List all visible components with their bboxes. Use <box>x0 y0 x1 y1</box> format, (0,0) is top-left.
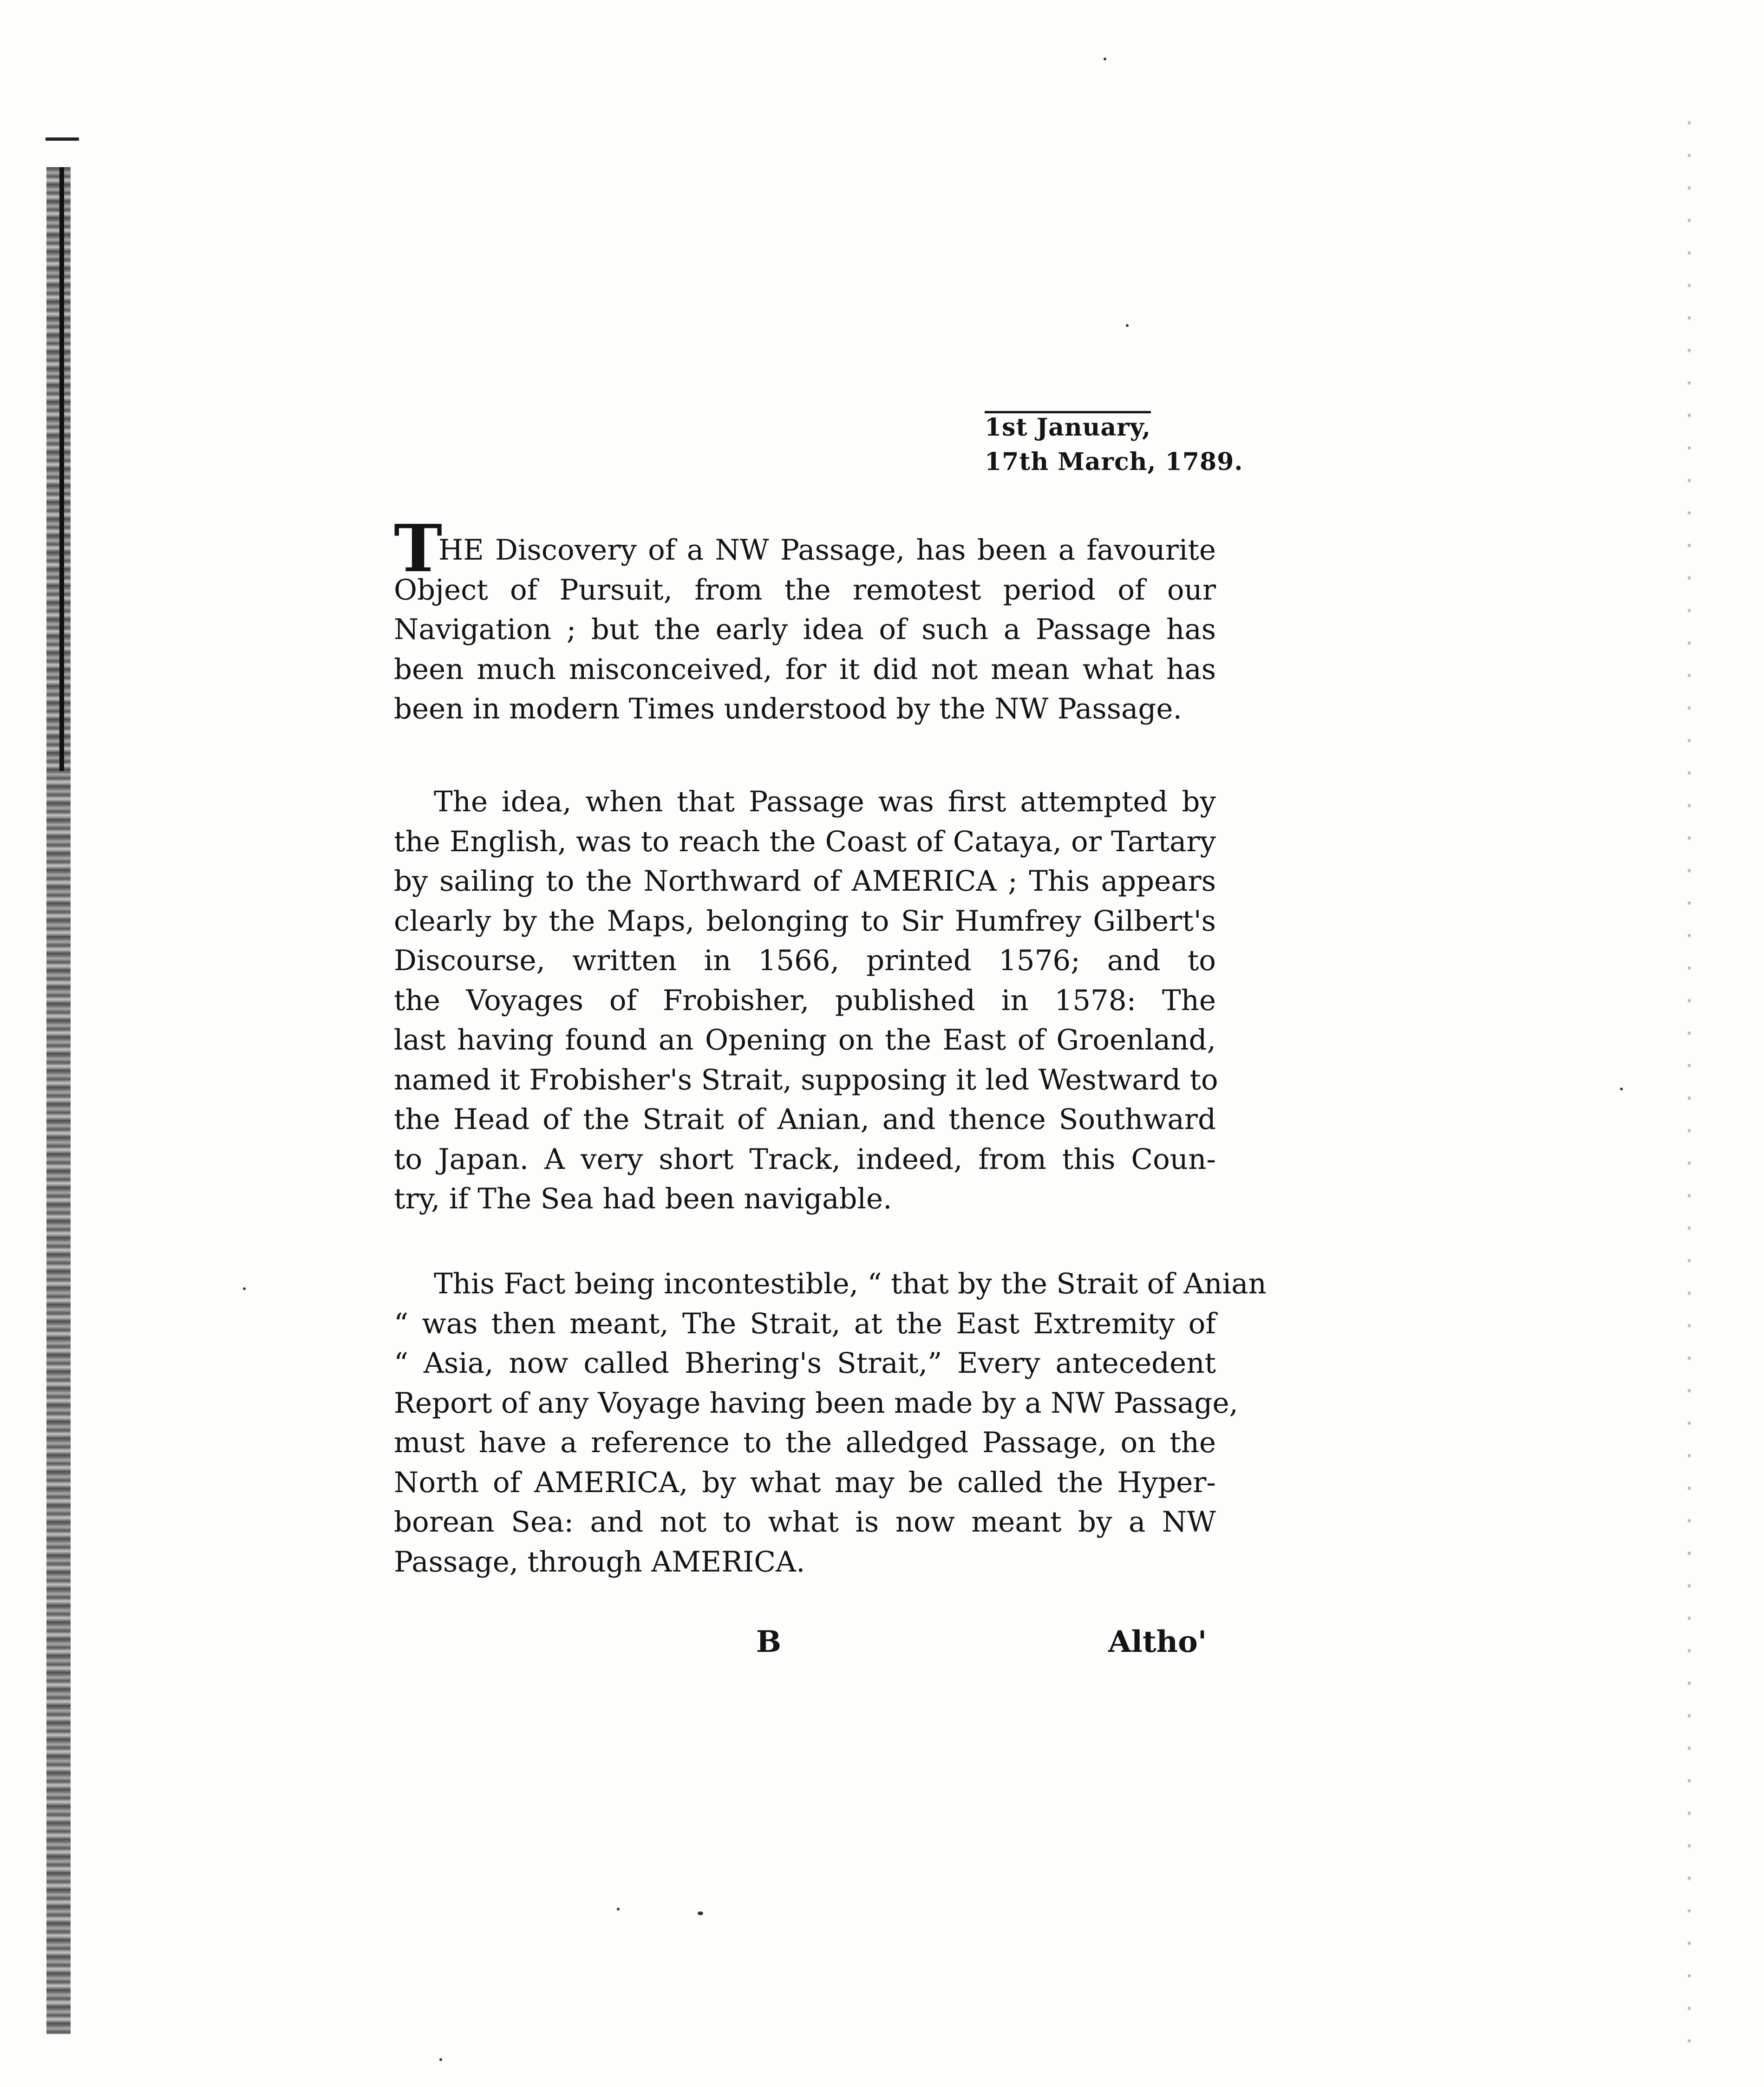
scan-speck <box>617 1908 620 1911</box>
text-line: named it Frobisher's Strait, supposing it led Westward to <box>394 1063 1218 1096</box>
text-line: This Fact being incontestible, “ that by the Strait of Anian <box>434 1267 1267 1300</box>
text-line: “ was then meant, The Strait, at the East Extremity of <box>394 1307 1216 1340</box>
catchword: Altho' <box>1108 1624 1207 1659</box>
scan-speck <box>1620 1088 1623 1090</box>
text-line: the English, was to reach the Coast of Cataya, or Tartary <box>394 825 1216 858</box>
dateline-first: 1st January, <box>985 413 1151 442</box>
binding-shadow <box>46 167 71 2034</box>
text-line: Passage, through AMERICA. <box>394 1545 805 1578</box>
text-line: by sailing to the Northward of AMERICA ; This appears <box>394 865 1216 898</box>
text-line: must have a reference to the alledged Passage, on the <box>394 1426 1216 1459</box>
text-line: Report of any Voyage having been made by a NW Passage, <box>394 1386 1238 1420</box>
scan-speck <box>1104 58 1106 60</box>
text-line: try, if The Sea had been navigable. <box>394 1182 892 1215</box>
text-line: last having found an Opening on the East of Groenland, <box>394 1024 1216 1057</box>
text-line: North of AMERICA, by what may be called the Hyper- <box>394 1466 1216 1499</box>
paragraph-1 <box>394 530 1216 729</box>
text-line: Object of Pursuit, from the remotest period of our <box>394 573 1216 607</box>
scan-speck <box>243 1287 246 1290</box>
scan-speck <box>698 1911 703 1915</box>
paragraph-3 <box>394 1264 1267 1582</box>
text-line: been in modern Times understood by the NW Passage. <box>394 692 1182 725</box>
text-line: The idea, when that Passage was first attempted by <box>434 785 1216 818</box>
text-line: clearly by the Maps, belonging to Sir Humfrey Gilbert's <box>394 904 1216 938</box>
text-line: been much misconceived, for it did not mean what has <box>394 652 1216 686</box>
edge-speckle <box>1688 93 1691 2043</box>
signature-mark: B <box>756 1624 782 1659</box>
scan-speck <box>1126 324 1129 327</box>
scan-speck <box>439 2058 442 2061</box>
text-line: to Japan. A very short Track, indeed, from this Coun- <box>394 1142 1216 1176</box>
drop-cap: T <box>394 511 443 587</box>
text-line: Navigation ; but the early idea of such a Passage has <box>394 613 1216 646</box>
text-line: “ Asia, now called Bhering's Strait,” Every antecedent <box>394 1347 1216 1380</box>
text-line: the Head of the Strait of Anian, and thence Southward <box>394 1103 1216 1136</box>
text-line: borean Sea: and not to what is now meant by a NW <box>394 1506 1216 1539</box>
text-line: Discourse, written in 1566, printed 1576; and to <box>394 944 1216 977</box>
dateline-second: 17th March, 1789. <box>985 448 1243 476</box>
binding-line <box>59 167 64 771</box>
dateline <box>985 411 1243 479</box>
text-line: the Voyages of Frobisher, published in 1578: The <box>394 984 1216 1017</box>
text-line: HE Discovery of a NW Passage, has been a favourite <box>438 534 1216 567</box>
margin-mark <box>46 137 79 141</box>
paragraph-2 <box>394 782 1216 1219</box>
